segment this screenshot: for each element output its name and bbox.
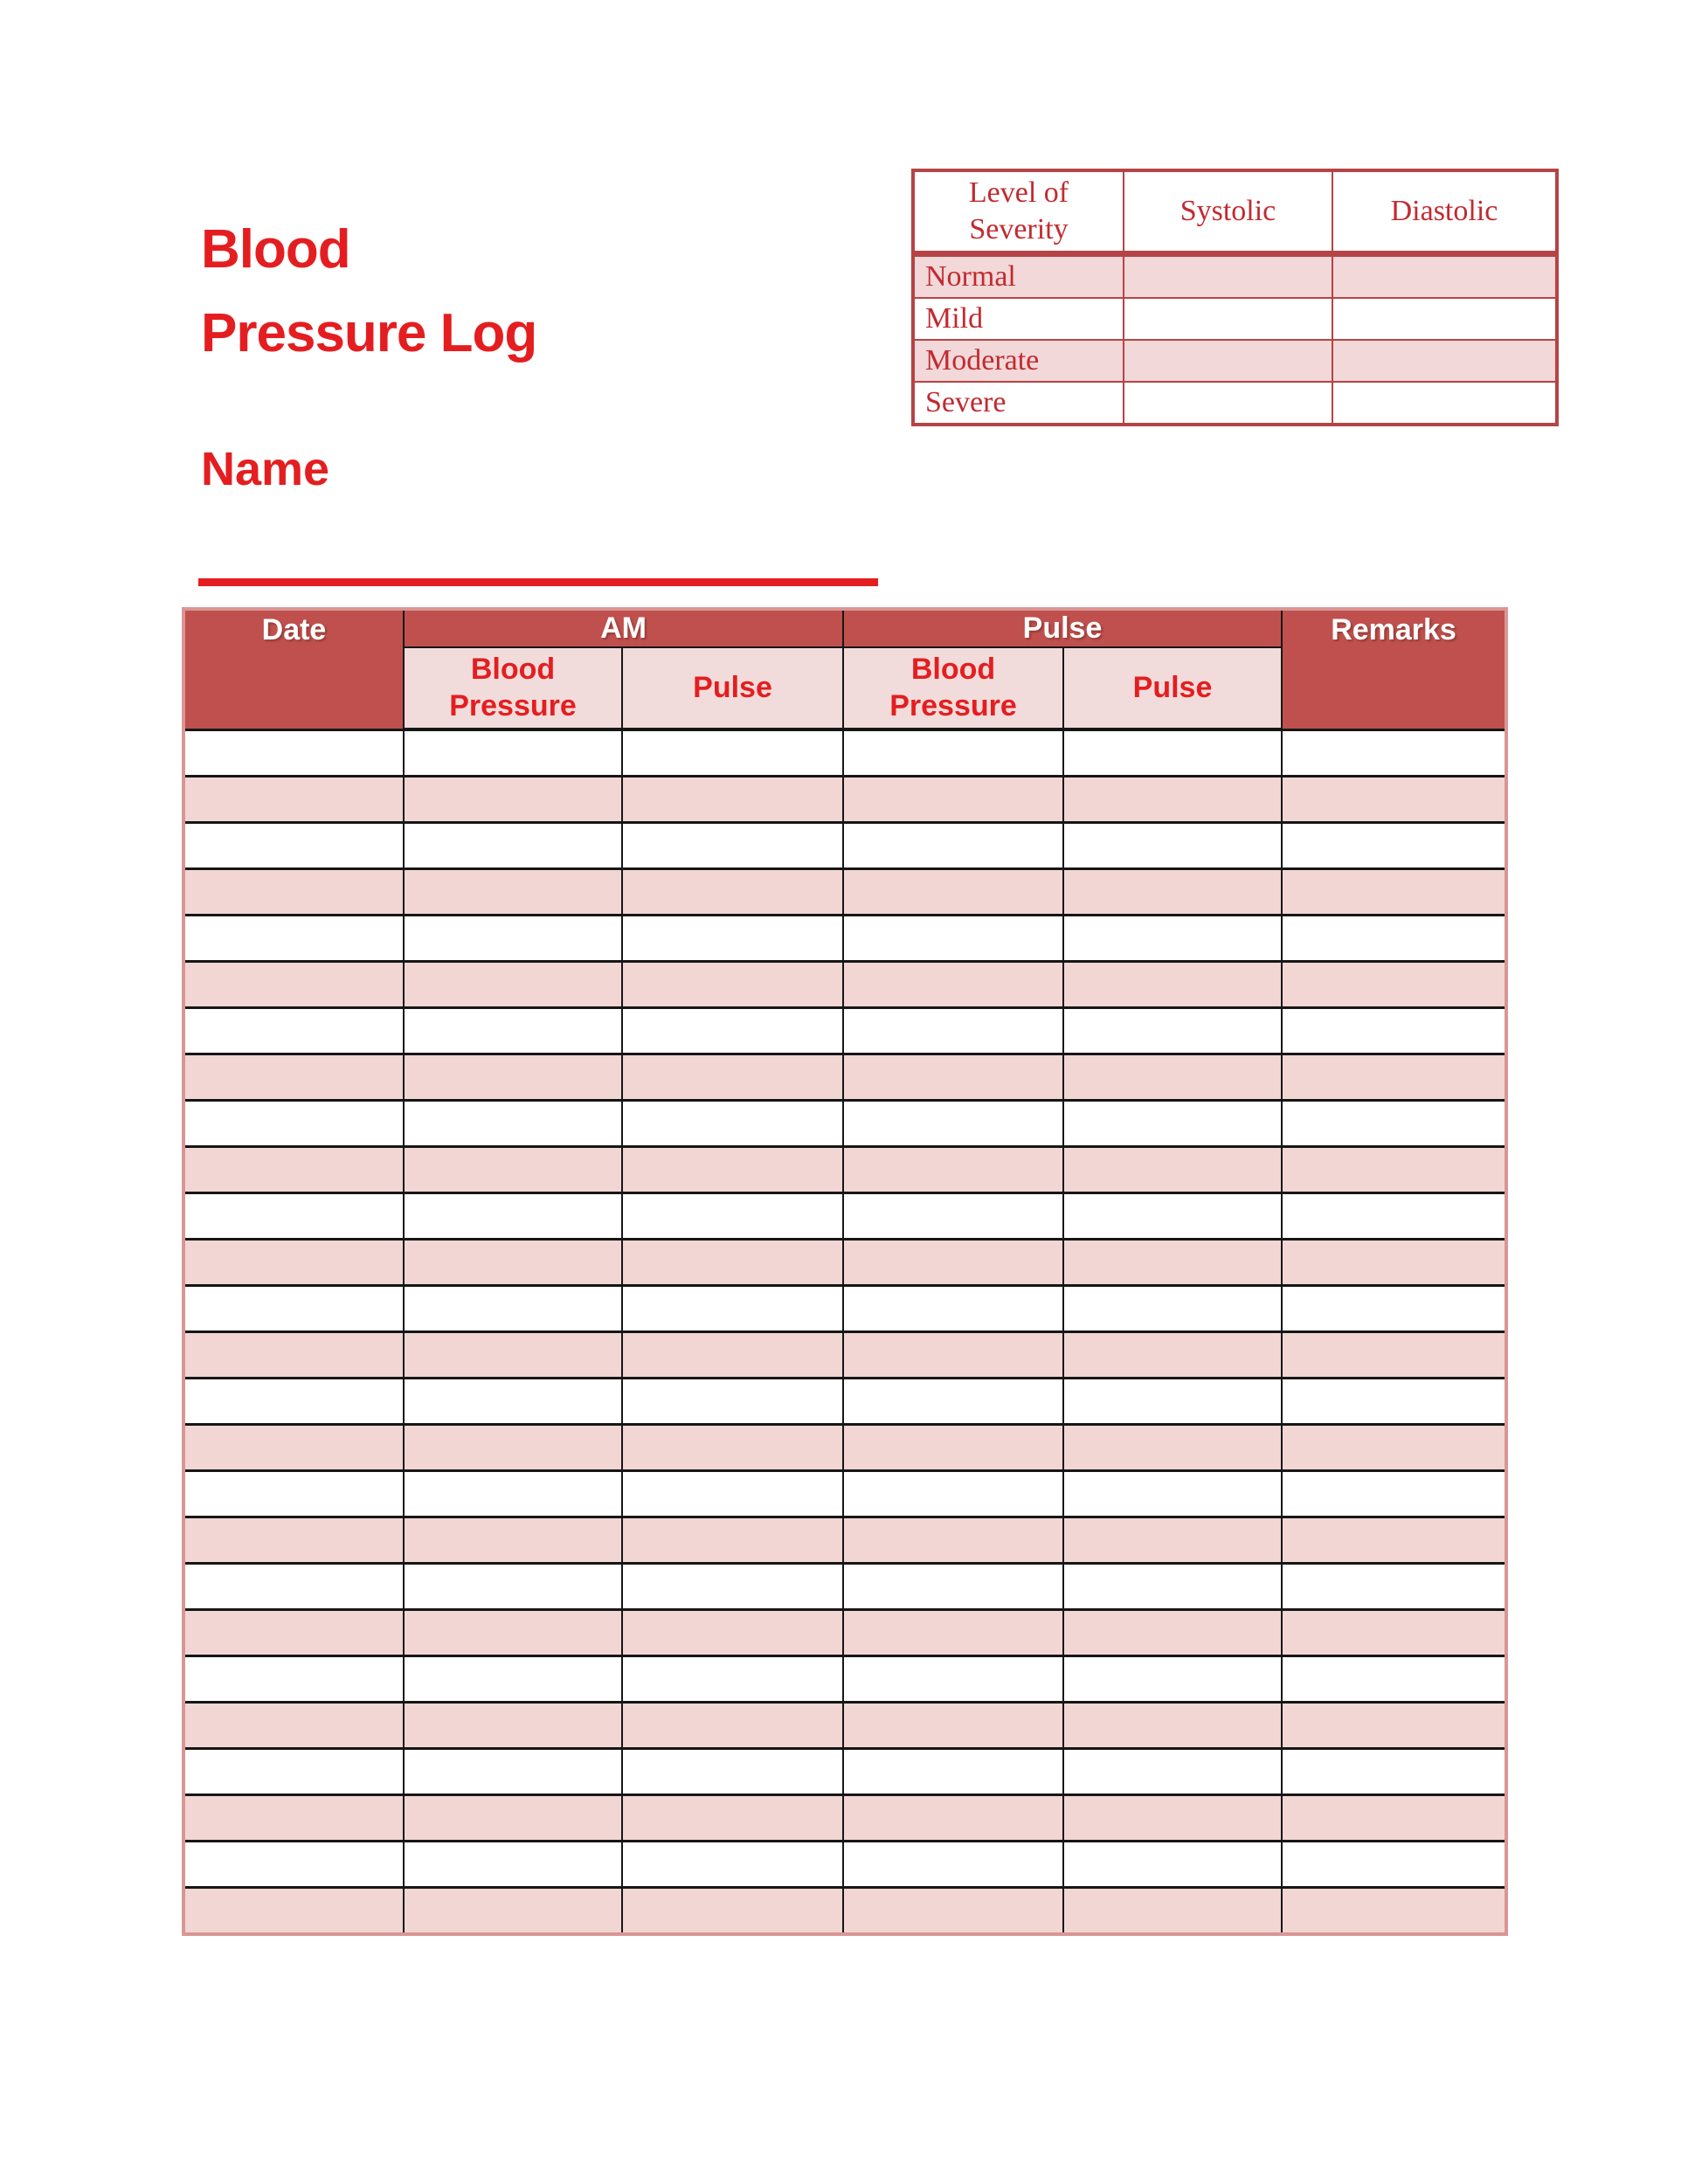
date-cell[interactable]: [183, 1703, 404, 1749]
log-row: [183, 1240, 1506, 1286]
severity-systolic-cell[interactable]: [1124, 254, 1332, 299]
pulse-blood-pressure-cell[interactable]: [843, 1610, 1063, 1656]
am-pulse-cell[interactable]: [622, 1703, 843, 1749]
am-pulse-cell[interactable]: [622, 1101, 843, 1147]
am-pulse-cell[interactable]: [622, 1564, 843, 1610]
remarks-cell[interactable]: [1282, 962, 1506, 1008]
severity-row: [913, 254, 1557, 299]
pulse-blood-pressure-cell[interactable]: [843, 1888, 1063, 1935]
remarks-cell[interactable]: [1282, 1888, 1506, 1935]
am-blood-pressure-cell[interactable]: [404, 1842, 622, 1888]
pulse-blood-pressure-cell[interactable]: [843, 1101, 1063, 1147]
remarks-cell[interactable]: [1282, 1101, 1506, 1147]
pulse-blood-pressure-cell[interactable]: [843, 1564, 1063, 1610]
am-blood-pressure-cell[interactable]: [404, 1425, 622, 1471]
log-group-header-row: [183, 609, 1506, 647]
severity-systolic-cell[interactable]: [1124, 382, 1332, 425]
pulse-blood-pressure-cell[interactable]: [843, 1286, 1063, 1332]
am-blood-pressure-cell[interactable]: [404, 1749, 622, 1795]
am-pulse-cell[interactable]: [622, 823, 843, 869]
date-cell[interactable]: [183, 1054, 404, 1101]
pulse-pulse-cell[interactable]: [1063, 729, 1282, 777]
name-label: Name: [201, 443, 330, 495]
am-pulse-cell[interactable]: [622, 1517, 843, 1564]
pulse-blood-pressure-cell[interactable]: [843, 1656, 1063, 1703]
remarks-cell[interactable]: [1282, 1008, 1506, 1054]
am-blood-pressure-cell[interactable]: [404, 962, 622, 1008]
am-pulse-cell[interactable]: [622, 1193, 843, 1240]
log-row: [183, 1193, 1506, 1240]
severity-diastolic-cell[interactable]: [1332, 298, 1557, 340]
am-pulse-cell[interactable]: [622, 1425, 843, 1471]
severity-diastolic-cell[interactable]: [1332, 382, 1557, 425]
pulse-pulse-cell[interactable]: [1063, 1703, 1282, 1749]
severity-level-cell: Normal: [913, 254, 1124, 299]
am-blood-pressure-cell[interactable]: [404, 777, 622, 823]
pulse-group-header: Pulse: [843, 609, 1282, 647]
date-cell[interactable]: [183, 1656, 404, 1703]
pulse-pulse-cell[interactable]: [1063, 1888, 1282, 1935]
am-blood-pressure-cell[interactable]: [404, 1703, 622, 1749]
severity-level-cell: Moderate: [913, 340, 1124, 382]
pulse-blood-pressure-cell[interactable]: [843, 1517, 1063, 1564]
am-pulse-cell[interactable]: [622, 777, 843, 823]
remarks-cell[interactable]: [1282, 1332, 1506, 1379]
pulse-blood-pressure-cell[interactable]: [843, 1147, 1063, 1193]
am-pulse-cell[interactable]: [622, 1332, 843, 1379]
am-group-header: AM: [404, 609, 843, 647]
pulse-pulse-cell[interactable]: [1063, 1795, 1282, 1842]
remarks-cell[interactable]: [1282, 1286, 1506, 1332]
am-pulse-cell[interactable]: [622, 1379, 843, 1425]
pulse-pulse-cell[interactable]: [1063, 1471, 1282, 1517]
remarks-cell[interactable]: [1282, 1517, 1506, 1564]
am-blood-pressure-cell[interactable]: [404, 729, 622, 777]
date-cell[interactable]: [183, 869, 404, 916]
date-cell[interactable]: [183, 1332, 404, 1379]
severity-row: [913, 382, 1557, 425]
log-row: [183, 1008, 1506, 1054]
remarks-cell[interactable]: [1282, 1379, 1506, 1425]
pulse-pulse-cell[interactable]: [1063, 1517, 1282, 1564]
remarks-cell[interactable]: [1282, 1749, 1506, 1795]
am-pulse-cell[interactable]: [622, 962, 843, 1008]
log-row: [183, 1703, 1506, 1749]
date-cell[interactable]: [183, 1425, 404, 1471]
log-row: [183, 1147, 1506, 1193]
remarks-cell[interactable]: [1282, 1656, 1506, 1703]
date-cell[interactable]: [183, 1564, 404, 1610]
page-title-line1: Blood: [201, 219, 350, 280]
pulse-pulse-cell[interactable]: [1063, 1240, 1282, 1286]
name-fill-line[interactable]: [198, 578, 878, 586]
am-blood-pressure-cell[interactable]: [404, 1147, 622, 1193]
date-cell[interactable]: [183, 729, 404, 777]
pulse-pulse-cell[interactable]: [1063, 1610, 1282, 1656]
date-cell[interactable]: [183, 1101, 404, 1147]
pulse-pulse-cell[interactable]: [1063, 1147, 1282, 1193]
am-blood-pressure-cell[interactable]: [404, 1564, 622, 1610]
severity-systolic-cell[interactable]: [1124, 298, 1332, 340]
remarks-cell[interactable]: [1282, 823, 1506, 869]
log-row: [183, 1564, 1506, 1610]
am-blood-pressure-cell[interactable]: [404, 1517, 622, 1564]
date-column-header: Date: [183, 609, 404, 729]
remarks-cell[interactable]: [1282, 1703, 1506, 1749]
pulse-pulse-cell[interactable]: [1063, 1425, 1282, 1471]
pulse-pulse-cell[interactable]: [1063, 1286, 1282, 1332]
am-blood-pressure-cell[interactable]: [404, 1054, 622, 1101]
am-pulse-cell[interactable]: [622, 1054, 843, 1101]
page-title: [201, 208, 536, 376]
remarks-cell[interactable]: [1282, 1193, 1506, 1240]
pulse-pulse-cell[interactable]: [1063, 869, 1282, 916]
pulse-blood-pressure-cell[interactable]: [843, 869, 1063, 916]
date-cell[interactable]: [183, 1379, 404, 1425]
pulse-blood-pressure-cell[interactable]: [843, 1054, 1063, 1101]
pulse-blood-pressure-cell[interactable]: [843, 777, 1063, 823]
severity-diastolic-header: Diastolic: [1332, 170, 1557, 254]
log-row: [183, 1054, 1506, 1101]
severity-diastolic-cell[interactable]: [1332, 254, 1557, 299]
date-cell[interactable]: [183, 1008, 404, 1054]
severity-diastolic-cell[interactable]: [1332, 340, 1557, 382]
log-row: [183, 1795, 1506, 1842]
remarks-cell[interactable]: [1282, 869, 1506, 916]
pulse-blood-pressure-cell[interactable]: [843, 1703, 1063, 1749]
log-table-body: [183, 729, 1506, 1934]
pulse-blood-pressure-cell[interactable]: [843, 1795, 1063, 1842]
pulse-blood-pressure-cell[interactable]: [843, 1008, 1063, 1054]
date-cell[interactable]: [183, 1888, 404, 1935]
date-cell[interactable]: [183, 823, 404, 869]
severity-row: [913, 340, 1557, 382]
date-cell[interactable]: [183, 1193, 404, 1240]
pulse-pulse-cell[interactable]: [1063, 823, 1282, 869]
date-cell[interactable]: [183, 1286, 404, 1332]
pulse-pulse-cell[interactable]: [1063, 777, 1282, 823]
remarks-cell[interactable]: [1282, 1240, 1506, 1286]
pulse-blood-pressure-cell[interactable]: [843, 916, 1063, 962]
am-blood-pressure-cell[interactable]: [404, 1610, 622, 1656]
pulse-blood-pressure-cell[interactable]: [843, 1240, 1063, 1286]
am-pulse-cell[interactable]: [622, 1147, 843, 1193]
severity-reference-table: [911, 169, 1559, 426]
log-row: [183, 1517, 1506, 1564]
am-pulse-cell[interactable]: [622, 729, 843, 777]
pulse-pulse-cell[interactable]: [1063, 1193, 1282, 1240]
am-blood-pressure-header: Blood Pressure: [404, 647, 622, 729]
date-cell[interactable]: [183, 1795, 404, 1842]
pulse-blood-pressure-cell[interactable]: [843, 1425, 1063, 1471]
remarks-cell[interactable]: [1282, 729, 1506, 777]
am-blood-pressure-cell[interactable]: [404, 916, 622, 962]
am-blood-pressure-cell[interactable]: [404, 1193, 622, 1240]
am-pulse-cell[interactable]: [622, 1008, 843, 1054]
pulse-blood-pressure-cell[interactable]: [843, 1471, 1063, 1517]
am-pulse-cell[interactable]: [622, 1656, 843, 1703]
date-cell[interactable]: [183, 1471, 404, 1517]
am-blood-pressure-cell[interactable]: [404, 1656, 622, 1703]
pulse-blood-pressure-header: Blood Pressure: [843, 647, 1063, 729]
log-row: [183, 1379, 1506, 1425]
pulse-pulse-cell[interactable]: [1063, 1101, 1282, 1147]
am-pulse-cell[interactable]: [622, 1286, 843, 1332]
log-row: [183, 1425, 1506, 1471]
pulse-pulse-cell[interactable]: [1063, 916, 1282, 962]
am-blood-pressure-cell[interactable]: [404, 869, 622, 916]
am-blood-pressure-cell[interactable]: [404, 1286, 622, 1332]
date-cell[interactable]: [183, 1517, 404, 1564]
pulse-pulse-cell[interactable]: [1063, 1054, 1282, 1101]
am-pulse-header: Pulse: [622, 647, 843, 729]
remarks-cell[interactable]: [1282, 777, 1506, 823]
log-row: [183, 1610, 1506, 1656]
severity-table-body: [913, 254, 1557, 425]
log-row: [183, 1656, 1506, 1703]
severity-level-cell: Mild: [913, 298, 1124, 340]
log-row: [183, 1471, 1506, 1517]
log-row: [183, 1101, 1506, 1147]
pulse-blood-pressure-cell[interactable]: [843, 1379, 1063, 1425]
am-blood-pressure-cell[interactable]: [404, 1888, 622, 1935]
am-pulse-cell[interactable]: [622, 1749, 843, 1795]
date-cell[interactable]: [183, 1610, 404, 1656]
pulse-blood-pressure-cell[interactable]: [843, 1842, 1063, 1888]
pulse-blood-pressure-cell[interactable]: [843, 1332, 1063, 1379]
date-cell[interactable]: [183, 1147, 404, 1193]
pulse-blood-pressure-cell[interactable]: [843, 729, 1063, 777]
log-row: [183, 1286, 1506, 1332]
log-row: [183, 869, 1506, 916]
pulse-blood-pressure-cell[interactable]: [843, 1749, 1063, 1795]
log-row: [183, 1332, 1506, 1379]
am-blood-pressure-cell[interactable]: [404, 1240, 622, 1286]
am-pulse-cell[interactable]: [622, 1471, 843, 1517]
pulse-pulse-cell[interactable]: [1063, 962, 1282, 1008]
am-pulse-cell[interactable]: [622, 869, 843, 916]
log-row: [183, 823, 1506, 869]
pulse-pulse-cell[interactable]: [1063, 1749, 1282, 1795]
am-blood-pressure-cell[interactable]: [404, 1795, 622, 1842]
date-cell[interactable]: [183, 1749, 404, 1795]
pulse-pulse-cell[interactable]: [1063, 1008, 1282, 1054]
am-pulse-cell[interactable]: [622, 1842, 843, 1888]
pulse-blood-pressure-cell[interactable]: [843, 962, 1063, 1008]
date-cell[interactable]: [183, 777, 404, 823]
remarks-cell[interactable]: [1282, 1425, 1506, 1471]
severity-systolic-header: Systolic: [1124, 170, 1332, 254]
am-blood-pressure-cell[interactable]: [404, 1471, 622, 1517]
remarks-cell[interactable]: [1282, 916, 1506, 962]
remarks-cell[interactable]: [1282, 1564, 1506, 1610]
bp-log-table: [182, 607, 1508, 1936]
am-blood-pressure-cell[interactable]: [404, 1008, 622, 1054]
am-blood-pressure-cell[interactable]: [404, 1101, 622, 1147]
date-cell[interactable]: [183, 1842, 404, 1888]
severity-header-row: [913, 170, 1557, 254]
pulse-pulse-cell[interactable]: [1063, 1842, 1282, 1888]
log-row: [183, 1888, 1506, 1935]
date-cell[interactable]: [183, 916, 404, 962]
am-blood-pressure-cell[interactable]: [404, 823, 622, 869]
log-row: [183, 1842, 1506, 1888]
remarks-cell[interactable]: [1282, 1795, 1506, 1842]
am-pulse-cell[interactable]: [622, 1795, 843, 1842]
log-row: [183, 729, 1506, 777]
remarks-cell[interactable]: [1282, 1054, 1506, 1101]
log-row: [183, 1749, 1506, 1795]
page-title-line2: Pressure Log: [201, 303, 537, 363]
severity-row: [913, 298, 1557, 340]
am-pulse-cell[interactable]: [622, 916, 843, 962]
severity-level-cell: Severe: [913, 382, 1124, 425]
remarks-cell[interactable]: [1282, 1471, 1506, 1517]
log-row: [183, 777, 1506, 823]
pulse-blood-pressure-cell[interactable]: [843, 1193, 1063, 1240]
am-pulse-cell[interactable]: [622, 1240, 843, 1286]
pulse-pulse-cell[interactable]: [1063, 1564, 1282, 1610]
pulse-blood-pressure-cell[interactable]: [843, 823, 1063, 869]
date-cell[interactable]: [183, 962, 404, 1008]
severity-systolic-cell[interactable]: [1124, 340, 1332, 382]
am-blood-pressure-cell[interactable]: [404, 1332, 622, 1379]
am-pulse-cell[interactable]: [622, 1610, 843, 1656]
remarks-column-header: Remarks: [1282, 609, 1506, 729]
am-pulse-cell[interactable]: [622, 1888, 843, 1935]
remarks-cell[interactable]: [1282, 1842, 1506, 1888]
am-blood-pressure-cell[interactable]: [404, 1379, 622, 1425]
remarks-cell[interactable]: [1282, 1147, 1506, 1193]
pulse-pulse-cell[interactable]: [1063, 1379, 1282, 1425]
remarks-cell[interactable]: [1282, 1610, 1506, 1656]
log-row: [183, 962, 1506, 1008]
pulse-pulse-header: Pulse: [1063, 647, 1282, 729]
date-cell[interactable]: [183, 1240, 404, 1286]
pulse-pulse-cell[interactable]: [1063, 1332, 1282, 1379]
severity-level-header: Level of Severity: [913, 170, 1124, 254]
log-row: [183, 916, 1506, 962]
pulse-pulse-cell[interactable]: [1063, 1656, 1282, 1703]
